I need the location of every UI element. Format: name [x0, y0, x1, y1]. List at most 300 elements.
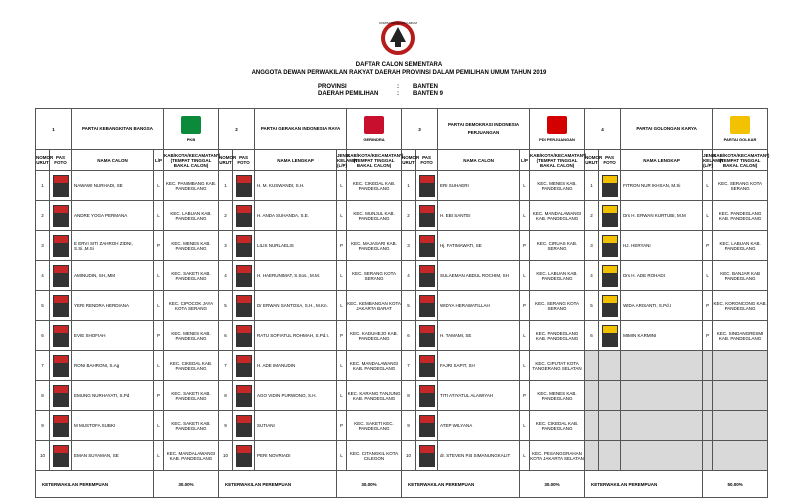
candidate-name: Drs H. ERWAN KURTUBI, M.M: [621, 201, 703, 231]
document-header: [0, 0, 798, 105]
candidate-no: 1: [585, 171, 599, 201]
provinsi-sep: :: [397, 84, 399, 90]
svg-text:KOMISI PEMILIHAN UMUM: KOMISI PEMILIHAN UMUM: [379, 21, 417, 25]
candidate-name: SULAEMAN ABDUL ROCHIM, SH: [438, 261, 520, 291]
portrait-icon: [419, 265, 435, 287]
table-row: [36, 171, 768, 201]
col-header-address: KAB/KOTA/KECAMATAN*) (TEMPAT TINGGAL BAKAL CALON): [164, 150, 219, 171]
candidate-gender: L: [337, 441, 347, 471]
party-name: PARTAI GERAKAN INDONESIA RAYA: [255, 109, 347, 150]
candidate-name: Dr ERWAN SANTOSA, S.H., M.Kn.: [255, 291, 337, 321]
candidate-photo: [50, 171, 72, 201]
empty-cell: [621, 441, 703, 471]
col-header-photo: PAS FOTO: [599, 150, 621, 171]
candidate-name: TITI ATIYATUL ALAWIYAH: [438, 381, 520, 411]
candidate-photo: [50, 231, 72, 261]
candidate-no: 9: [219, 411, 233, 441]
table-row: [36, 351, 768, 381]
candidate-gender: L: [337, 381, 347, 411]
candidate-gender: P: [154, 231, 164, 261]
portrait-icon: [53, 175, 69, 197]
candidate-no: 7: [219, 351, 233, 381]
candidate-gender: L: [154, 291, 164, 321]
candidate-address: KEC. MENES KAB. PANDEGLANG: [530, 171, 585, 201]
table-row: [36, 201, 768, 231]
candidate-address: KEC. PESANGGRAHAN KOTA JAKARTA SELATAN: [530, 441, 585, 471]
portrait-icon: [602, 265, 618, 287]
portrait-icon: [53, 355, 69, 377]
candidate-no: 10: [402, 441, 416, 471]
candidate-photo: [50, 411, 72, 441]
candidate-address: KEC. CIKEDAL KAB. PANDEGLANG: [530, 411, 585, 441]
table-row: [36, 291, 768, 321]
candidate-name: Hj. FATIMAWATI, SE: [438, 231, 520, 261]
col-header-gender: L/P: [520, 150, 530, 171]
candidate-gender: L: [154, 351, 164, 381]
candidate-no: 10: [219, 441, 233, 471]
candidate-address: KEC. SERANG KOTA SERANG: [530, 291, 585, 321]
candidate-name: ATEP WILYANA: [438, 411, 520, 441]
candidate-address: KEC. MANDALAWANGI KAB. PANDEGLANG: [530, 201, 585, 231]
candidate-gender: L: [337, 261, 347, 291]
empty-cell: [585, 351, 599, 381]
col-header-no: NOMOR URUT: [402, 150, 416, 171]
portrait-icon: [53, 205, 69, 227]
candidate-photo: [599, 261, 621, 291]
keterwakilan-value: 30.00%: [154, 471, 219, 498]
portrait-icon: [236, 235, 252, 257]
empty-cell: [599, 441, 621, 471]
empty-cell: [585, 381, 599, 411]
candidate-no: 5: [402, 291, 416, 321]
candidate-photo: [50, 261, 72, 291]
portrait-icon: [236, 385, 252, 407]
candidate-photo: [416, 381, 438, 411]
candidate-address: KEC. LABUAN KAB. PANDEGLANG: [713, 231, 768, 261]
candidate-address: KEC. MANDALAWANGI KAB. PANDEGLANG: [164, 441, 219, 471]
candidate-gender: L: [337, 351, 347, 381]
empty-cell: [585, 411, 599, 441]
table-row: [36, 321, 768, 351]
portrait-icon: [419, 355, 435, 377]
portrait-icon: [53, 265, 69, 287]
portrait-icon: [236, 325, 252, 347]
candidate-photo: [233, 291, 255, 321]
candidate-photo: [599, 201, 621, 231]
candidate-photo: [599, 231, 621, 261]
candidate-gender: L: [520, 321, 530, 351]
candidate-photo: [416, 441, 438, 471]
portrait-icon: [53, 235, 69, 257]
keterwakilan-value: 30.00%: [520, 471, 585, 498]
empty-cell: [599, 411, 621, 441]
empty-cell: [621, 351, 703, 381]
column-header-row: [36, 150, 768, 171]
candidate-no: 5: [585, 291, 599, 321]
candidate-gender: L: [520, 171, 530, 201]
candidate-gender: L: [337, 171, 347, 201]
candidate-address: KEC. CIPOCOK JAYA KOTA SERANG: [164, 291, 219, 321]
empty-cell: [703, 411, 713, 441]
candidate-name: FITRON NUR IKHSAN, M.Si: [621, 171, 703, 201]
candidate-no: 2: [219, 201, 233, 231]
candidate-name: WIDA ARISANTI, S.Pd.I: [621, 291, 703, 321]
candidate-name: MIMIN KARMINI: [621, 321, 703, 351]
candidate-photo: [599, 321, 621, 351]
candidate-no: 6: [585, 321, 599, 351]
candidate-name: E ERVI SITI ZAHROH ZIDNI, S.Si.,M.Si: [72, 231, 154, 261]
table-row: [36, 231, 768, 261]
col-header-photo: PAS FOTO: [233, 150, 255, 171]
col-header-no: NOMOR URUT: [585, 150, 599, 171]
candidate-address: KEC. SAKETI KAB. PANDEGLANG: [164, 261, 219, 291]
candidate-name: SUTIANI: [255, 411, 337, 441]
col-header-no: NOMOR URUT: [219, 150, 233, 171]
candidate-gender: L: [520, 411, 530, 441]
col-header-address: KAB/KOTA/KECAMATAN*) (TEMPAT TINGGAL BAKAL CALON): [530, 150, 585, 171]
candidate-gender: P: [520, 231, 530, 261]
col-header-name: NAMA LENGKAP: [621, 150, 703, 171]
candidate-no: 2: [402, 201, 416, 231]
candidate-photo: [50, 351, 72, 381]
candidate-photo: [416, 411, 438, 441]
candidate-no: 7: [36, 351, 50, 381]
col-header-address: KAB/KOTA/KECAMATAN*) (TEMPAT TINGGAL BAKAL CALON): [713, 150, 768, 171]
candidate-name: EMUNG NURHAYATI, S.Pd: [72, 381, 154, 411]
candidate-photo: [416, 201, 438, 231]
candidate-photo: [233, 411, 255, 441]
candidate-photo: [233, 321, 255, 351]
candidate-address: KEC. CIKEDAL KAB. PANDEGLANG: [347, 171, 402, 201]
candidate-address: KEC. SERANG KOTA SERANG: [347, 261, 402, 291]
candidate-photo: [233, 381, 255, 411]
party-number: 4: [585, 109, 621, 150]
candidate-address: KEC. LABUAN KAB. PANDEGLANG: [530, 261, 585, 291]
candidate-photo: [50, 201, 72, 231]
dapil-label: DAERAH PEMILIHAN: [318, 91, 379, 97]
candidate-no: 8: [36, 381, 50, 411]
candidate-no: 3: [402, 231, 416, 261]
candidate-address: KEC. CIPUTAT KOTA TANGERANG SELATAN: [530, 351, 585, 381]
candidate-name: PERI NOVRIADI: [255, 441, 337, 471]
candidate-no: 5: [36, 291, 50, 321]
party-logo: [347, 109, 402, 150]
table-row: [36, 441, 768, 471]
candidate-address: KEC. SINDANGRESMI KAB. PANDEGLANG: [713, 321, 768, 351]
candidate-address: KEC. CIRUAS KAB. SERANG: [530, 231, 585, 261]
col-header-address: KAB/KOTA/KECAMATAN*) (TEMPAT TINGGAL BAKAL CALON): [347, 150, 402, 171]
candidate-gender: L: [154, 411, 164, 441]
portrait-icon: [236, 205, 252, 227]
party-logo-icon: [539, 114, 575, 144]
candidate-gender: P: [154, 381, 164, 411]
candidate-photo: [233, 261, 255, 291]
candidate-no: 6: [402, 321, 416, 351]
keterwakilan-value: 50.00%: [703, 471, 768, 498]
empty-cell: [599, 351, 621, 381]
candidate-address: KEC. MENES KAB. PANDEGLANG: [164, 231, 219, 261]
candidate-photo: [416, 171, 438, 201]
candidate-no: 4: [402, 261, 416, 291]
candidate-no: 6: [219, 321, 233, 351]
portrait-icon: [419, 325, 435, 347]
portrait-icon: [236, 175, 252, 197]
candidate-no: 4: [36, 261, 50, 291]
candidate-name: RONI BAHRONI, S.Ag: [72, 351, 154, 381]
candidate-photo: [599, 171, 621, 201]
candidate-gender: P: [520, 381, 530, 411]
provinsi-label: PROVINSI: [318, 84, 347, 90]
candidate-no: 2: [585, 201, 599, 231]
kpu-logo-icon: [373, 18, 423, 58]
svg-text:GERINDRA: GERINDRA: [363, 136, 385, 142]
candidate-name: YERI RENDRA HERDIANA: [72, 291, 154, 321]
col-header-name: NAMA CALON: [72, 150, 154, 171]
candidate-gender: L: [154, 201, 164, 231]
candidate-address: KEC. PANIMBANG KAB. PANDEGLANG: [164, 171, 219, 201]
party-name: PARTAI GOLONGAN KARYA: [621, 109, 713, 150]
footer-row: [36, 471, 768, 498]
portrait-icon: [53, 325, 69, 347]
candidate-gender: L: [520, 201, 530, 231]
keterwakilan-label: KETERWAKILAN PEREMPUAN: [585, 471, 703, 498]
candidate-no: 5: [219, 291, 233, 321]
candidate-name: AGO VIDIN PURWONO, S.H.: [255, 381, 337, 411]
col-header-gender: JENIS KELAMIN (L/P): [337, 150, 347, 171]
portrait-icon: [419, 205, 435, 227]
candidate-photo: [416, 261, 438, 291]
col-header-gender: L/P: [154, 150, 164, 171]
candidate-name: EMAN SUYAMAN, SE: [72, 441, 154, 471]
candidate-no: 7: [402, 351, 416, 381]
party-number: 2: [219, 109, 255, 150]
candidate-name: FAJRI SAPIT, SH: [438, 351, 520, 381]
portrait-icon: [236, 415, 252, 437]
col-header-gender: JENIS KELAMIN (L/P): [703, 150, 713, 171]
portrait-icon: [419, 175, 435, 197]
table-row: [36, 381, 768, 411]
candidate-gender: L: [154, 261, 164, 291]
portrait-icon: [419, 445, 435, 467]
empty-cell: [713, 351, 768, 381]
candidate-photo: [599, 291, 621, 321]
portrait-icon: [602, 175, 618, 197]
candidate-name: H. ADE IMANUDIN: [255, 351, 337, 381]
party-logo-icon: [723, 114, 757, 144]
candidate-gender: L: [337, 201, 347, 231]
candidate-address: KEC. BANJAR KAB PANDEGLANG: [713, 261, 768, 291]
candidate-gender: L: [703, 261, 713, 291]
portrait-icon: [236, 295, 252, 317]
candidate-name: H. TAMAMI, SE: [438, 321, 520, 351]
candidate-no: 4: [585, 261, 599, 291]
empty-cell: [621, 411, 703, 441]
candidate-no: 8: [402, 381, 416, 411]
candidate-no: 3: [219, 231, 233, 261]
candidate-no: 1: [219, 171, 233, 201]
candidate-gender: L: [154, 441, 164, 471]
party-name: PARTAI DEMOKRASI INDONESIA PERJUANGAN: [438, 109, 530, 150]
candidate-photo: [416, 351, 438, 381]
empty-cell: [703, 441, 713, 471]
col-header-name: NAMA LENGKAP: [255, 150, 337, 171]
table-row: [36, 261, 768, 291]
candidate-name: H. EBI SANTEI: [438, 201, 520, 231]
empty-cell: [713, 411, 768, 441]
portrait-icon: [602, 235, 618, 257]
candidate-gender: L: [520, 351, 530, 381]
candidate-gender: P: [337, 321, 347, 351]
candidate-address: KEC. CITANGKIL KOTA CILEGON: [347, 441, 402, 471]
portrait-icon: [419, 235, 435, 257]
candidate-no: 2: [36, 201, 50, 231]
candidate-name: ERI SUHAERI: [438, 171, 520, 201]
candidate-photo: [50, 291, 72, 321]
portrait-icon: [53, 385, 69, 407]
candidate-name: H. M. KUSWANDI, S.H.: [255, 171, 337, 201]
candidate-no: 3: [36, 231, 50, 261]
candidate-address: KEC. SAKETI KEC. PANDEGLANG: [347, 411, 402, 441]
candidate-address: KEC. MENES KAB. PANDEGLANG: [164, 321, 219, 351]
candidate-address: KEC. PANDEGLANG KAB. PANDEGLANG: [713, 201, 768, 231]
party-number: 1: [36, 109, 72, 150]
candidate-address: KEC. MAJASARI KAB. PANDEGLANG: [347, 231, 402, 261]
candidate-no: 10: [36, 441, 50, 471]
candidate-no: 8: [219, 381, 233, 411]
candidate-table: [35, 108, 768, 498]
keterwakilan-label: KETERWAKILAN PEREMPUAN: [219, 471, 337, 498]
candidate-photo: [233, 231, 255, 261]
portrait-icon: [419, 295, 435, 317]
doc-title-1: DAFTAR CALON SEMENTARA: [355, 62, 443, 68]
candidate-name: WIDYA HERAWATILLAH: [438, 291, 520, 321]
candidate-no: 1: [402, 171, 416, 201]
provinsi-value: BANTEN: [413, 84, 438, 90]
portrait-icon: [53, 415, 69, 437]
empty-cell: [703, 351, 713, 381]
candidate-address: KEC. SAKETI KAB. PANDEGLANG: [164, 411, 219, 441]
candidate-no: 9: [36, 411, 50, 441]
party-logo-icon: [178, 114, 204, 144]
candidate-name: LILIS NURLAELIS: [255, 231, 337, 261]
candidate-address: KEC. PANDEGLANG KAB. PANDEGLANG: [530, 321, 585, 351]
candidate-photo: [50, 321, 72, 351]
candidate-address: KEC. SAKETI KAB. PANDEGLANG: [164, 381, 219, 411]
candidate-gender: P: [703, 321, 713, 351]
candidate-photo: [233, 201, 255, 231]
portrait-icon: [236, 355, 252, 377]
candidate-no: 3: [585, 231, 599, 261]
party-logo: [713, 109, 768, 150]
empty-cell: [585, 441, 599, 471]
candidate-gender: L: [154, 171, 164, 201]
candidate-gender: P: [337, 411, 347, 441]
party-number: 3: [402, 109, 438, 150]
party-logo-icon: [361, 114, 387, 144]
col-header-photo: PAS FOTO: [416, 150, 438, 171]
portrait-icon: [602, 295, 618, 317]
portrait-icon: [53, 295, 69, 317]
candidate-name: EVIE SHOFIAH: [72, 321, 154, 351]
candidate-gender: P: [520, 291, 530, 321]
portrait-icon: [602, 325, 618, 347]
empty-cell: [713, 441, 768, 471]
portrait-icon: [53, 445, 69, 467]
portrait-icon: [236, 445, 252, 467]
candidate-gender: P: [703, 291, 713, 321]
party-logo: [530, 109, 585, 150]
candidate-no: 6: [36, 321, 50, 351]
candidate-address: KEC. MUNJUL KAB. PANDEGLANG: [347, 201, 402, 231]
candidate-photo: [50, 441, 72, 471]
candidate-gender: L: [703, 201, 713, 231]
portrait-icon: [419, 415, 435, 437]
svg-text:PKB: PKB: [186, 136, 196, 142]
col-header-photo: PAS FOTO: [50, 150, 72, 171]
keterwakilan-label: KETERWAKILAN PEREMPUAN: [36, 471, 154, 498]
candidate-photo: [416, 291, 438, 321]
empty-cell: [621, 381, 703, 411]
candidate-address: KEC. KORONCONG KAB. PANDEGLANG: [713, 291, 768, 321]
candidate-photo: [233, 441, 255, 471]
doc-title-2: ANGGOTA DEWAN PERWAKILAN RAKYAT DAERAH PROVINSI DALAM PEMILIHAN UMUM TAHUN 2019: [251, 70, 547, 76]
candidate-no: 4: [219, 261, 233, 291]
svg-text:PDI PERJUANGAN: PDI PERJUANGAN: [539, 136, 575, 142]
candidate-name: H. HAERUNIMAT, S.Sos., M.M.: [255, 261, 337, 291]
candidate-gender: P: [337, 231, 347, 261]
portrait-icon: [236, 265, 252, 287]
candidate-name: Drs H. ADE ROHADI: [621, 261, 703, 291]
candidate-name: dr. STEVEN P.B SIMANUNGKALIT: [438, 441, 520, 471]
candidate-name: RATU SOFIATUL ROHMAH, S.Pd.I.: [255, 321, 337, 351]
keterwakilan-label: KETERWAKILAN PEREMPUAN: [402, 471, 520, 498]
dapil-sep: :: [397, 91, 399, 97]
candidate-address: KEC. KEMBANGAN KOTA JAKARTA BARAT: [347, 291, 402, 321]
keterwakilan-value: 30.00%: [337, 471, 402, 498]
candidate-no: 1: [36, 171, 50, 201]
candidate-name: HJ. HERYANI: [621, 231, 703, 261]
candidate-name: M MUSTOFA SUBKI: [72, 411, 154, 441]
candidate-address: KEC. KADUHEJO KAB. PANDEGLANG: [347, 321, 402, 351]
candidate-address: KEC. MENES KAB. PANDEGLANG: [530, 381, 585, 411]
table-row: [36, 411, 768, 441]
portrait-icon: [602, 205, 618, 227]
candidate-address: KEC. CIKEDAL KAB. PANDEGLANG: [164, 351, 219, 381]
candidate-gender: L: [520, 441, 530, 471]
candidate-name: H. ANDA SUHANDA, S.E.: [255, 201, 337, 231]
candidate-photo: [416, 321, 438, 351]
candidate-address: KEC. MANDALAWANGI KAB. PANDEGLANG: [347, 351, 402, 381]
candidate-name: AMINUDIN, SH.,MM: [72, 261, 154, 291]
party-header-row: [36, 109, 768, 150]
party-logo: [164, 109, 219, 150]
candidate-gender: L: [520, 261, 530, 291]
candidate-no: 9: [402, 411, 416, 441]
candidate-gender: L: [703, 171, 713, 201]
portrait-icon: [419, 385, 435, 407]
candidate-photo: [233, 351, 255, 381]
candidate-address: KEC. SERANG KOTA SERANG: [713, 171, 768, 201]
candidate-gender: L: [337, 291, 347, 321]
empty-cell: [599, 381, 621, 411]
dapil-value: BANTEN 9: [413, 91, 444, 97]
candidate-name: ANDRE YOGA PERMANA: [72, 201, 154, 231]
candidate-gender: P: [703, 231, 713, 261]
candidate-photo: [233, 171, 255, 201]
candidate-gender: P: [154, 321, 164, 351]
candidate-address: KEC. LABUAN KAB. PANDEGLANG: [164, 201, 219, 231]
candidate-photo: [416, 231, 438, 261]
